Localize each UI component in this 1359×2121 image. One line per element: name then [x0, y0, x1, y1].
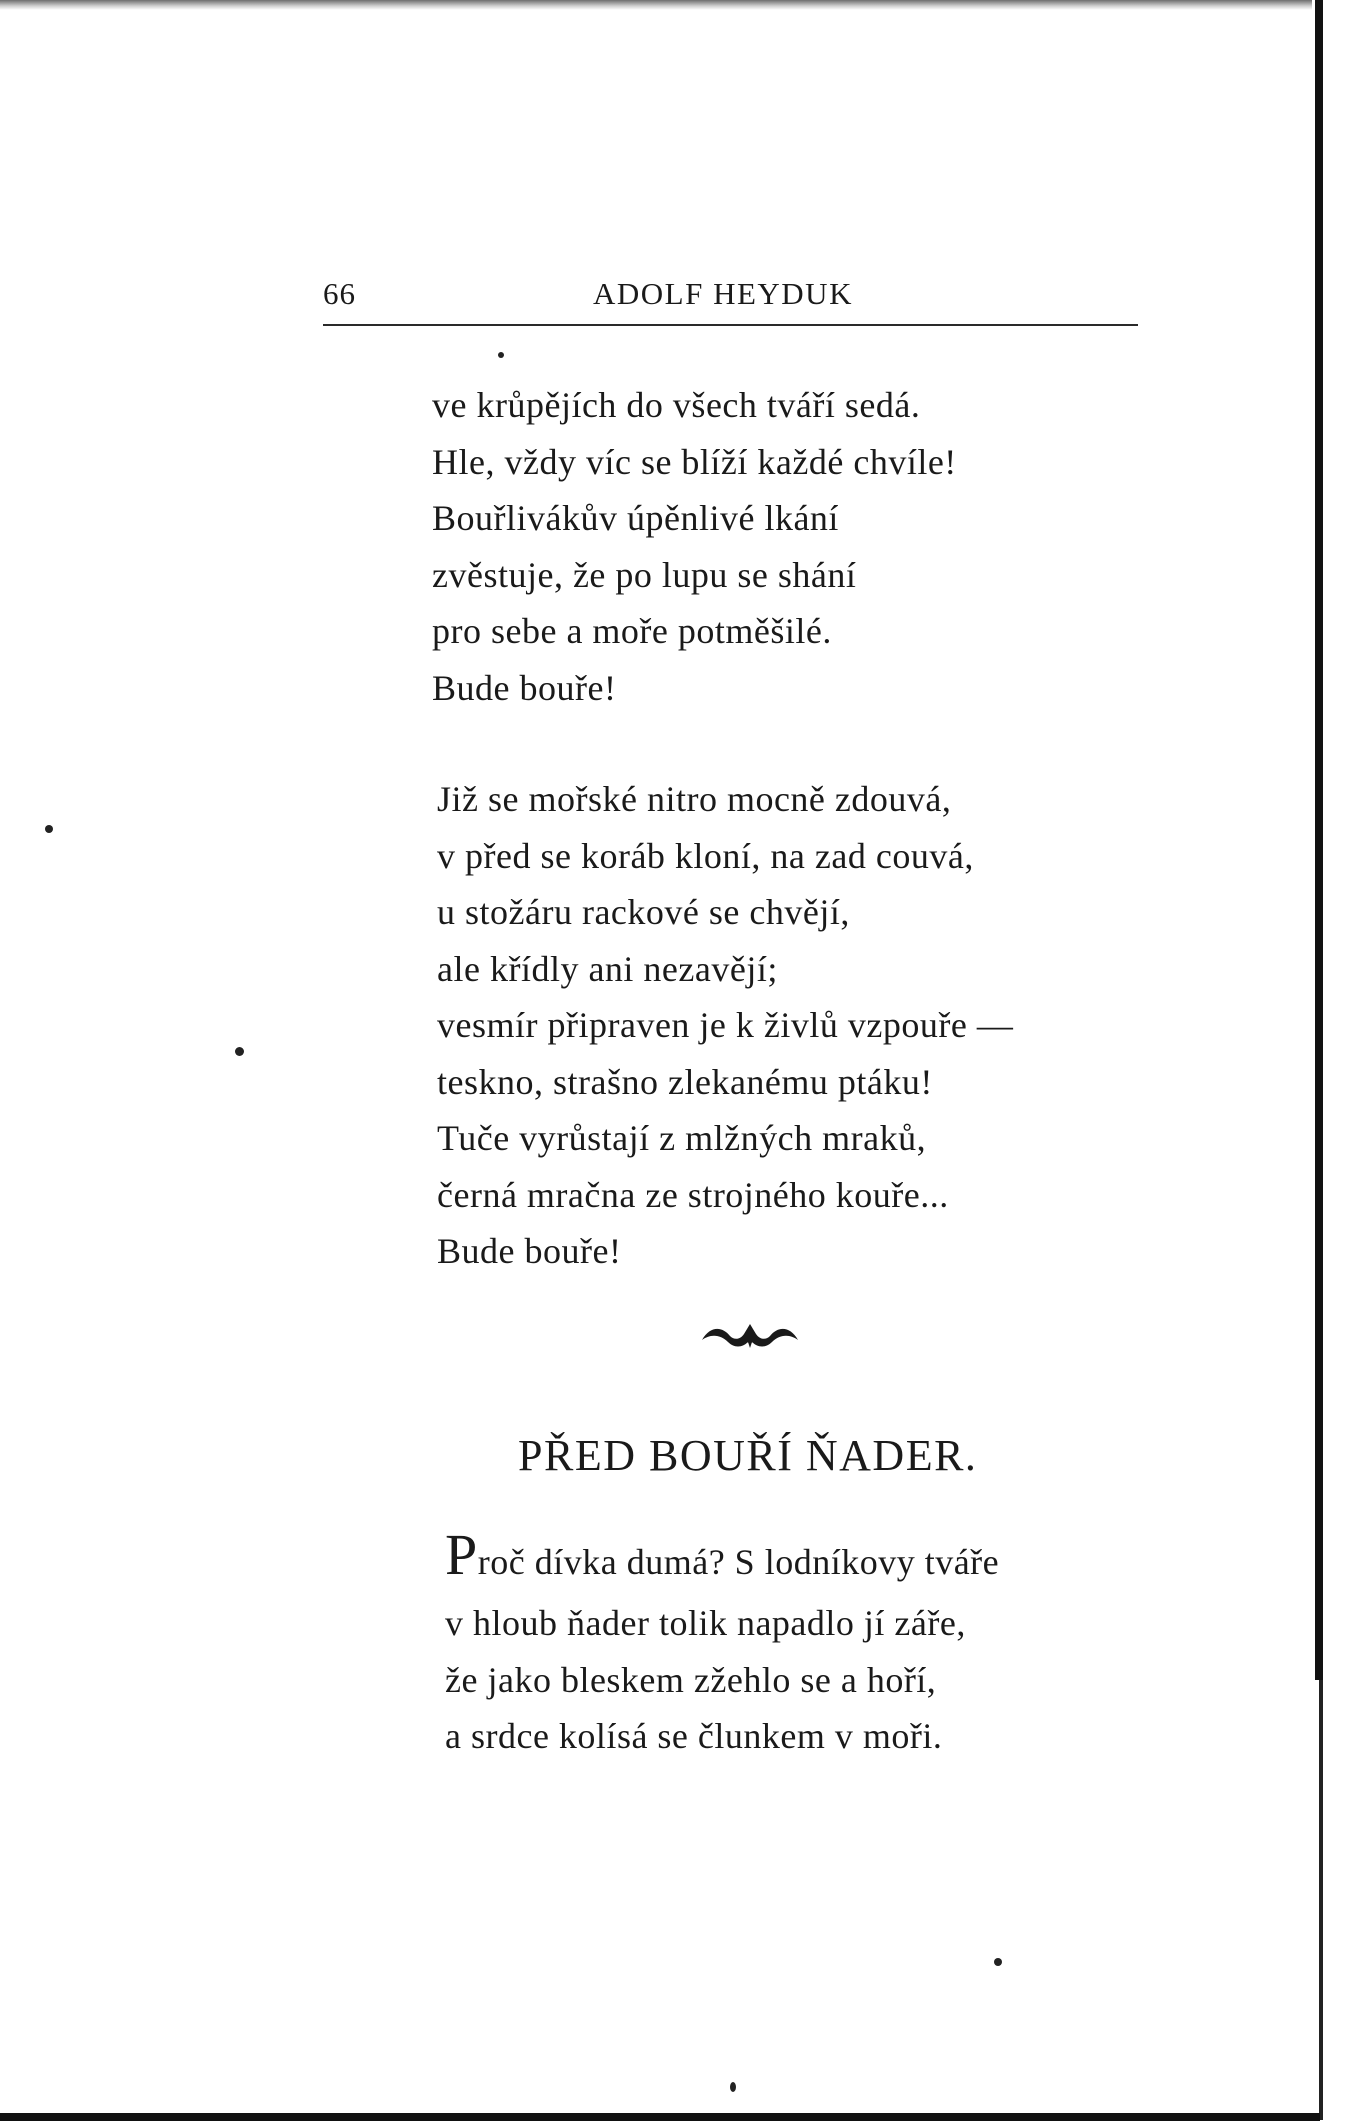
verse-line: Již se mořské nitro mocně zdouvá, — [437, 779, 952, 819]
verse-line: Bude bouře! — [437, 1231, 622, 1271]
running-title: ADOLF HEYDUK — [593, 276, 853, 311]
verse-line: Bude bouře! — [432, 667, 617, 708]
verse-line: ve krůpějích do všech tváří sedá. — [432, 385, 921, 425]
verse-line: černá mračna ze strojného kouře... — [437, 1174, 949, 1215]
verse-line: v před se koráb kloní, na zad couvá, — [437, 835, 974, 876]
first-line-text: roč dívka dumá? S lodníkovy tváře — [477, 1542, 1000, 1582]
verse-line: pro sebe a moře potměšilé. — [432, 611, 832, 651]
scan-bottom-edge — [0, 2113, 1320, 2121]
ink-speck — [45, 825, 53, 833]
verse-line: zvěstuje, že po lupu se shání — [432, 554, 857, 595]
stanza-2 — [437, 771, 1197, 1280]
verse-line: Bouřlivákův úpěnlivé lkání — [432, 498, 839, 538]
stanza-1 — [432, 377, 1192, 716]
first-verse-line — [445, 1522, 1000, 1587]
verse-line: Hle, vždy víc se blíží každé chvíle! — [432, 441, 957, 482]
drop-cap: P — [445, 1522, 478, 1587]
verse-line: u stožáru rackové se chvějí, — [437, 892, 850, 932]
verse-line: vesmír připraven je k živlů vzpouře — — [437, 1005, 1014, 1045]
scan-right-edge-lower — [1319, 1680, 1323, 2120]
verse-line: a srdce kolísá se člunkem v moři. — [445, 1716, 943, 1756]
verse-line: Tuče vyrůstají z mlžných mraků, — [437, 1118, 927, 1158]
scan-right-edge — [1315, 0, 1323, 1680]
fleuron-ornament — [700, 1318, 800, 1352]
verse-line: teskno, strašno zlekanému ptáku! — [437, 1061, 933, 1102]
verse-line: v hloub ňader tolik napadlo jí záře, — [445, 1603, 966, 1643]
verse-line: že jako bleskem zžehlo se a hoří, — [445, 1659, 937, 1700]
page-number: 66 — [323, 276, 356, 311]
verse-line: ale křídly ani nezavějí; — [437, 948, 778, 989]
running-head — [323, 272, 1138, 320]
ink-speck — [498, 352, 504, 358]
scan-top-edge — [0, 0, 1320, 10]
stanza-3 — [445, 1595, 1205, 1765]
poem-title: PŘED BOUŘÍ ŇADER. — [518, 1431, 978, 1480]
ink-speck — [730, 2082, 736, 2092]
ink-speck — [235, 1047, 244, 1056]
header-rule — [323, 324, 1138, 326]
ink-speck — [994, 1958, 1002, 1966]
